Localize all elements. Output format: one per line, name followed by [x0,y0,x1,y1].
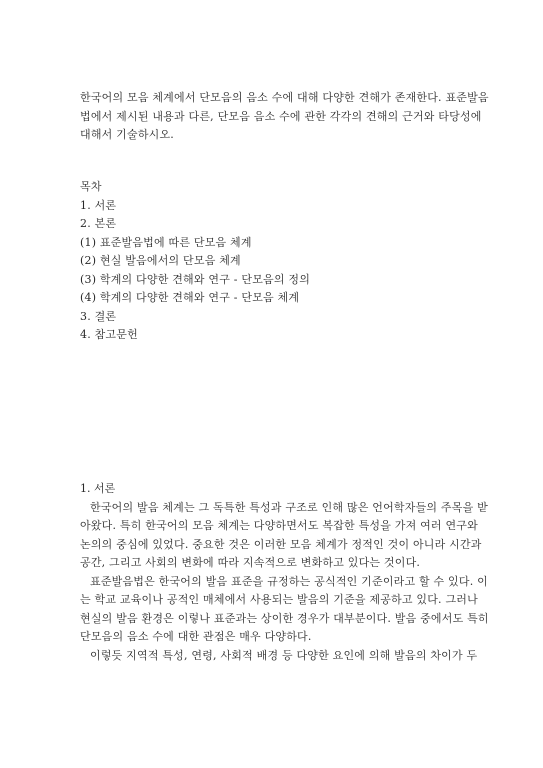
paragraph-line: 는 학교 교육이나 공적인 매체에서 사용되는 발음의 기준을 제공하고 있다. 그러나 [80,593,478,606]
toc-item: 3. 결론 [80,309,117,323]
paragraph-line: 아왔다. 특히 한국어의 모음 체계는 다양하면서도 복잡한 특성을 가져 여러 연구와 [80,519,478,532]
section-heading: 1. 서론 [80,482,116,495]
toc-title: 목차 [80,180,102,193]
toc-item: (3) 학계의 다양한 견해와 연구 - 단모음의 정의 [80,272,311,286]
toc-item: (2) 현실 발음에서의 단모음 체계 [80,254,241,267]
toc-item: 2. 본론 [80,217,117,230]
toc-item: (1) 표준발음법에 따른 단모음 체계 [80,235,252,249]
assignment-question [80,89,489,145]
paragraph-line: 한국어의 발음 체계는 그 독특한 특성과 구조로 인해 많은 언어학자들의 주목을 받 [90,500,488,514]
table-of-contents [80,178,472,345]
toc-item: 4. 참고문헌 [80,328,138,341]
introduction-section [80,480,489,665]
toc-item: (4) 학계의 다양한 견해와 연구 - 단모음 체계 [80,291,300,304]
question-line: 대해서 기술하시오. [80,128,175,141]
paragraph-line: 현실의 발음 환경은 이렇나 표준과는 상이한 경우가 대부분이다. 발음 중에서도 특히 [80,611,489,625]
question-line: 법에서 제시된 내용과 다른, 단모음 음소 수에 관한 각각의 견해의 근거와 타당성에 [80,109,482,123]
paragraph-line: 공간, 그리고 사회의 변화에 따라 지속적으로 변화하고 있다는 것이다. [80,556,421,569]
paragraph-line: 표준발음법은 한국어의 발음 표준을 규정하는 공식적인 기준이라고 할 수 있다. 이 [90,574,488,588]
question-line: 한국어의 모음 체계에서 단모음의 음소 수에 대해 다양한 견해가 존재한다. 표준발음 [80,91,489,104]
paragraph-line: 이렇듯 지역적 특성, 연령, 사회적 배경 등 다양한 요인에 의해 발음의 차이가 두 [90,648,478,662]
paragraph-line: 논의의 중심에 있었다. 중요한 것은 이러한 모음 체계가 정적인 것이 아니라 시간과 [80,537,482,551]
paragraph-line: 단모음의 음소 수에 대한 관점은 매우 다양하다. [80,630,312,643]
toc-item: 1. 서론 [80,198,117,212]
